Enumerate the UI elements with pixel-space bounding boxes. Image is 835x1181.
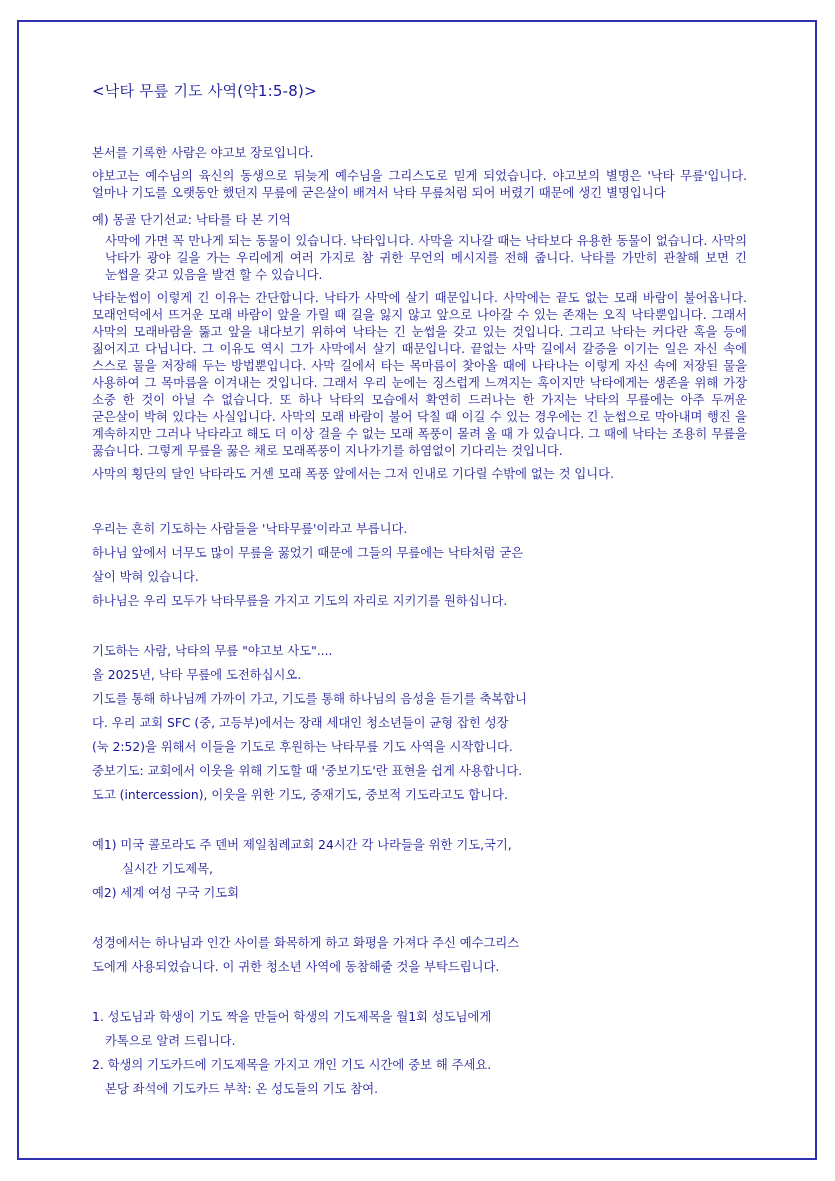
document-body	[92, 80, 747, 1101]
paragraph-camel-patience: 사막의 횡단의 달인 낙타라도 거센 모래 폭풍 앞에서는 그저 인내로 기다릴 수밖에 없는 것 입니다.	[92, 467, 614, 481]
paragraph-camel-eyelashes: 낙타눈썹이 이렇게 긴 이유는 간단합니다. 낙타가 사막에 살기 때문입니다. 사막에는 끝도 없는 모래 바람이 불어옵니다. 모래언덕에서 뜨거운 모래 바람이 앞을 가릴 때 길을 잃지 않고 앞으로 나아갈 수 있는 존재는 오직 낙타뿐입니다. 그래서 사막의 모래바람을 뚫고 앞을 내다보기 위하여 낙타는 긴 눈썹을 갖고 있는 것입니다. 그리고 낙타는 커다란 혹을 등에 짊어지고 다닙니다. 그 이유도 역시 그가 사막에서 살기 때문입니다. 끝없는 사막 길에서 갈증을 이기는 일은 자신 속에 스스로 물을 저장해 두는 방법뿐입니다. 사막 길에서 타는 목마름이 찾아올 때에 나타나는 이렇게 자신 속에 저장된 물을 사용하여 그 목마름을 이겨내는 것입니다. 그래서 우리 눈에는 징스럽게 느껴지는 혹이지만 낙타에게는 생존을 위해 가장 소중 한 것이 아닐 수 없습니다. 또 하나 낙타의 모습에서 확연히 드러나는 한 가지는 낙타의 무릎에는 아주 두꺼운 굳은살이 박혀 있다는 사실입니다. 사막의 모래 바람이 불어 닥칠 때 이길 수 있는 경우에는 긴 눈썹으로 막아내며 행진 을 계속하지만 그러나 낙타라고 해도 더 이상 걸을 수 없는 모래 폭풍이 몰려 올 때 가 있습니다. 그 때에 낙타는 조용히 무릎을 꿇습니다. 그렇게 무릎을 꿇은 채로 모래폭풍이 지나가기를 하염없이 기다리는 것입니다.	[92, 291, 747, 458]
list-item-1-continued: 카톡으로 알려 드립니다.	[105, 1034, 236, 1048]
line: 기도를 통해 하나님께 가까이 가고, 기도를 통해 하나님의 음성을 듣기를 축복합니	[92, 692, 527, 706]
list-item-2: 2. 학생의 기도카드에 기도제목을 가지고 개인 기도 시간에 중보 해 주세요.	[92, 1058, 492, 1072]
line: 하나님은 우리 모두가 낙타무릎을 가지고 기도의 자리로 지키기를 원하십니다.	[92, 594, 508, 608]
example-1: 예1) 미국 콜로라도 주 덴버 제일침례교회 24시간 각 나라들을 위한 기도,국기,	[92, 838, 512, 852]
line: (눅 2:52)을 위해서 이들을 기도로 후원하는 낙타무릎 기도 사역을 시작합니다.	[92, 740, 513, 754]
line: 다. 우리 교회 SFC (중, 고등부)에서는 장래 세대인 청소년들이 균형 잡힌 성장	[92, 716, 509, 730]
example-2: 예2) 세계 여성 구국 기도회	[92, 886, 240, 900]
line: 올 2025년, 낙타 무릎에 도전하십시오.	[92, 668, 302, 682]
document-title: <낙타 무릎 기도 사역(약1:5-8)>	[92, 82, 317, 100]
list-item-2-continued: 본당 좌석에 기도카드 부착: 온 성도들의 기도 참여.	[105, 1082, 378, 1096]
line: 도에게 사용되었습니다. 이 귀한 청소년 사역에 동참해줄 것을 부탁드립니다.	[92, 960, 500, 974]
line: 기도하는 사람, 낙타의 무릎 "야고보 사도"....	[92, 644, 333, 658]
section-examples	[92, 833, 747, 905]
list-item-1: 1. 성도님과 학생이 기도 짝을 만들어 학생의 기도제목을 월1회 성도님에게	[92, 1010, 492, 1024]
line: 중보기도: 교회에서 이웃을 위해 기도할 때 '중보기도'란 표현을 쉽게 사용합니다.	[92, 764, 523, 778]
section-how-to	[92, 1005, 747, 1101]
example-1-continued: 실시간 기도제목,	[122, 862, 213, 876]
line: 하나님 앞에서 너무도 많이 무릎을 꿇었기 때문에 그들의 무릎에는 낙타처럼 굳은	[92, 546, 524, 560]
section-request	[92, 931, 747, 979]
section-camel-knees	[92, 517, 747, 613]
line: 성경에서는 하나님과 인간 사이를 화목하게 하고 화평을 가져다 주신 예수그리스	[92, 936, 520, 950]
section-ministry-intro	[92, 639, 747, 807]
line: 살이 박혀 있습니다.	[92, 570, 199, 584]
paragraph-nickname: 야보고는 예수님의 육신의 동생으로 뒤늦게 예수님을 그리스도로 믿게 되었습니다. 야고보의 별명은 '낙타 무릎'입니다. 얼마나 기도를 오랫동안 했던지 무릎에 굳은살이 배겨서 낙타 무릎처럼 되어 버렸기 때문에 생긴 별명입니다	[92, 169, 747, 200]
line: 우리는 흔히 기도하는 사람들을 '낙타무릎'이라고 부릅니다.	[92, 522, 408, 536]
paragraph-author: 본서를 기록한 사람은 야고보 장로입니다.	[92, 146, 314, 160]
paragraph-desert-camel: 사막에 가면 꼭 만나게 되는 동물이 있습니다. 낙타입니다. 사막을 지나갈 때는 낙타보다 유용한 동물이 없습니다. 사막의 낙타가 광야 길을 가는 우리에게 여러 가지로 참 귀한 무언의 메시지를 전해 줍니다. 낙타를 가만히 관찰해 보면 긴 눈썹을 갖고 있음을 발견 할 수 있습니다.	[105, 234, 747, 282]
line: 도고 (intercession), 이웃을 위한 기도, 중재기도, 중보적 기도라고도 합니다.	[92, 788, 508, 802]
paragraph-example-mongolia: 예) 몽골 단기선교: 낙타를 타 본 기억	[92, 213, 291, 227]
